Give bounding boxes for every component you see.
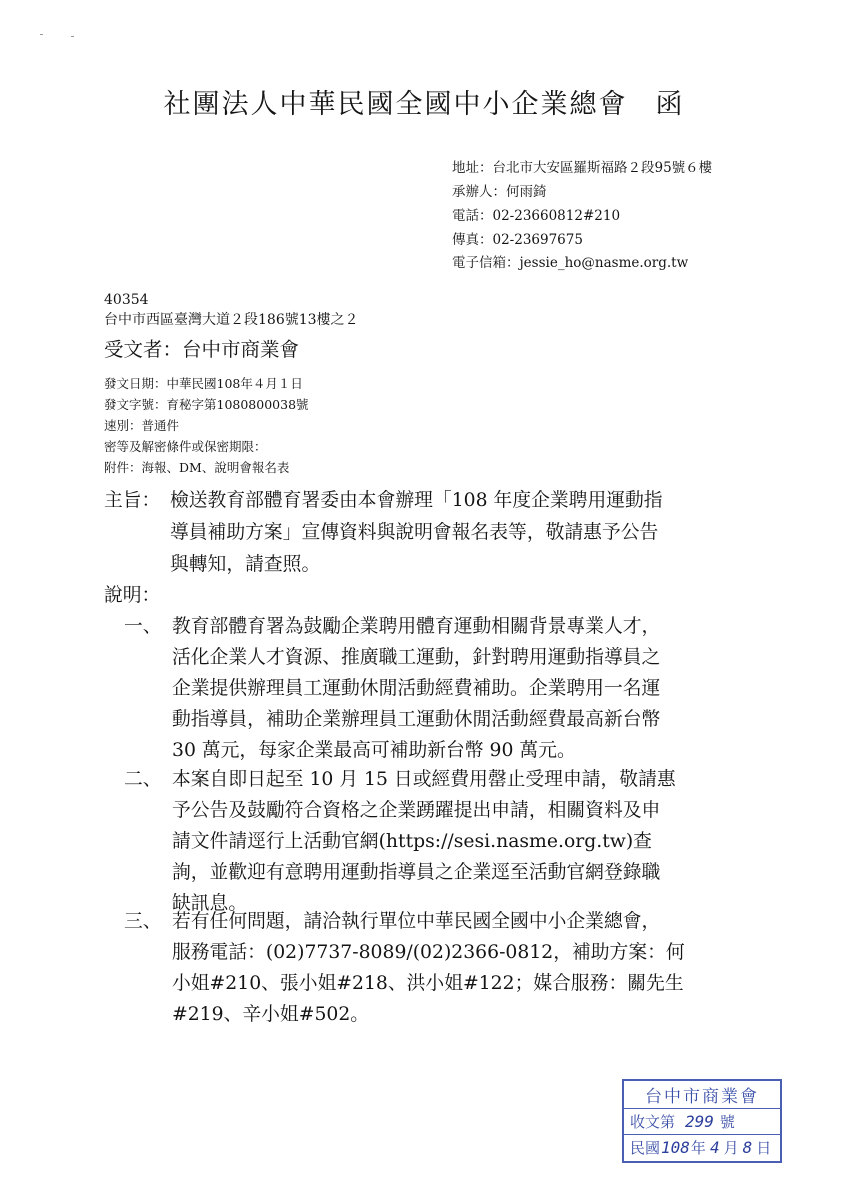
subject-line: 檢送教育部體育署委由本會辦理「108 年度企業聘用運動指 <box>170 490 663 511</box>
item-number: 一、 <box>124 616 162 637</box>
scan-speck <box>71 36 74 37</box>
stamp-year-label: 年 <box>690 1139 706 1158</box>
item-line: 教育部體育署為鼓勵企業聘用體育運動相關背景專業人才， <box>172 616 661 637</box>
stamp-month: 4 <box>709 1138 720 1158</box>
item-line: #219、辛小姐#502。 <box>172 1004 370 1025</box>
item-line: 服務電話：(02)7737-8089/(02)2366-0812，補助方案：何 <box>172 942 685 963</box>
scan-speck <box>40 34 43 35</box>
document-number: 發文字號：育秘字第1080800038號 <box>104 397 309 412</box>
explanation-label: 說明： <box>104 585 161 606</box>
sender-email: 電子信箱：jessie_ho@nasme.org.tw <box>452 255 689 271</box>
stamp-date-prefix: 民國 <box>630 1139 661 1158</box>
item-number: 三、 <box>124 911 162 932</box>
item-line: 企業提供辦理員工運動休閒活動經費補助。企業聘用一名運 <box>172 678 661 699</box>
item-line: 30 萬元，每家企業最高可補助新台幣 90 萬元。 <box>172 740 576 761</box>
subject-line: 與轉知，請查照。 <box>170 554 321 575</box>
item-line: 本案自即日起至 10 月 15 日或經費用罄止受理申請，敬請惠 <box>172 769 676 790</box>
item-line: 予公告及鼓勵符合資格之企業踴躍提出申請，相關資料及申 <box>172 800 661 821</box>
subject-label: 主旨： <box>104 490 161 511</box>
issue-date: 發文日期：中華民國108年４月１日 <box>104 376 303 391</box>
stamp-month-label: 月 <box>723 1139 739 1158</box>
sender-contact-person: 承辦人：何雨錡 <box>452 184 547 200</box>
item-line: 若有任何問題，請洽執行單位中華民國全國中小企業總會， <box>172 911 661 932</box>
stamp-receipt-row <box>624 1108 780 1135</box>
speed-class: 速別：普通件 <box>104 418 180 433</box>
stamp-receipt-suffix: 號 <box>719 1112 735 1131</box>
stamp-day-label: 日 <box>756 1139 772 1158</box>
item-line: 小姐#210、張小姐#218、洪小姐#122；媒合服務：關先生 <box>172 973 684 994</box>
item-line: 活化企業人才資源、推廣職工運動，針對聘用運動指導員之 <box>172 647 661 668</box>
item-line: 動指導員，補助企業辦理員工運動休閒活動經費最高新台幣 <box>172 709 661 730</box>
sender-phone: 電話：02-23660812#210 <box>452 208 621 224</box>
item-line: 請文件請逕行上活動官網(https://sesi.nasme.org.tw)查 <box>172 831 652 852</box>
document-title <box>0 82 848 121</box>
stamp-day: 8 <box>742 1138 753 1158</box>
confidentiality: 密等及解密條件或保密期限： <box>104 439 267 454</box>
recipient-address: 台中市西區臺灣大道２段186號13樓之２ <box>104 312 359 328</box>
stamp-year: 108 <box>661 1138 690 1158</box>
attachments: 附件：海報、DM、說明會報名表 <box>104 460 290 475</box>
stamp-receipt-number: 299 <box>685 1111 714 1131</box>
stamp-organization: 台中市商業會 <box>645 1086 759 1107</box>
recipient-postal-code: 40354 <box>104 292 149 308</box>
sender-fax: 傳真：02-23697675 <box>452 232 583 248</box>
subject-line: 導員補助方案」宣傳資料與說明會報名表等，敬請惠予公告 <box>170 522 659 543</box>
stamp-receipt-prefix: 收文第 <box>630 1112 676 1131</box>
issuing-organization: 社團法人中華民國全國中小企業總會 <box>163 89 628 120</box>
document-type: 函 <box>655 89 685 120</box>
item-line: 缺訊息。 <box>172 893 248 914</box>
item-number: 二、 <box>124 769 162 790</box>
received-stamp <box>622 1079 782 1163</box>
subject-body <box>170 485 810 581</box>
recipient-name: 受文者：台中市商業會 <box>104 338 300 361</box>
stamp-date-row <box>624 1134 780 1161</box>
item-line: 詢，並歡迎有意聘用運動指導員之企業逕至活動官網登錄職 <box>172 862 661 883</box>
sender-address: 地址：台北市大安區羅斯福路２段95號６樓 <box>452 160 713 176</box>
